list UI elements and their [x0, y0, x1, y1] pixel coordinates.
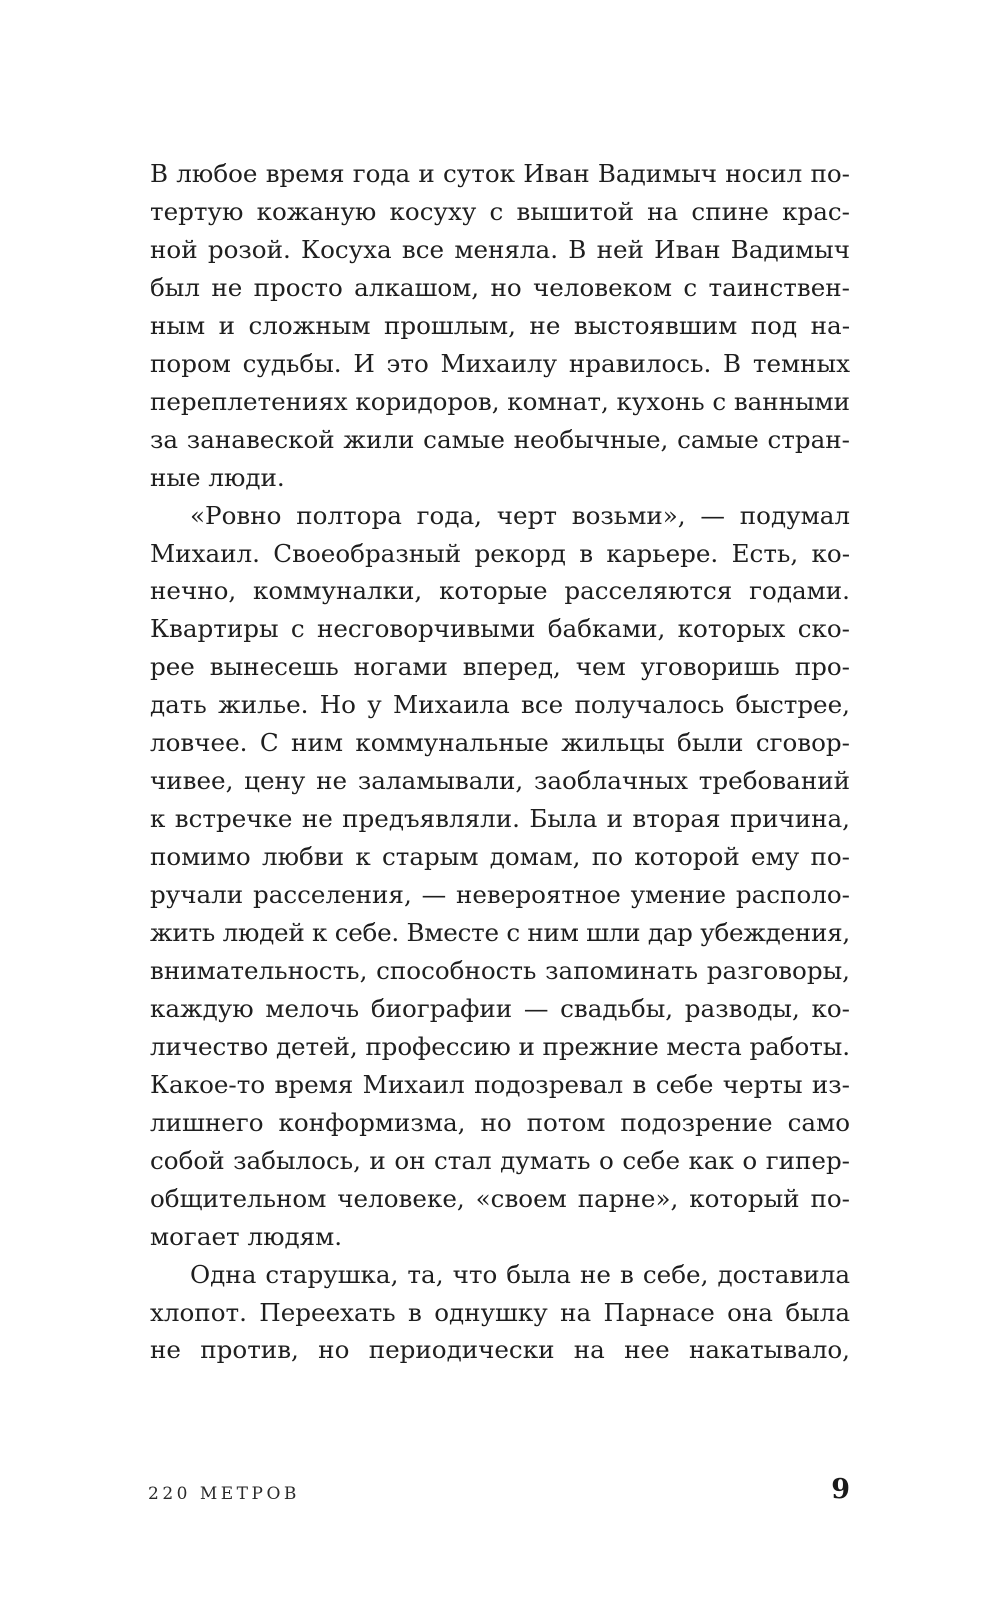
- running-footer-title: 220 МЕТРОВ: [148, 1484, 300, 1504]
- text-line: пором судьбы. И это Михаилу нравилось. В темных: [150, 348, 850, 378]
- text-line: к встречке не предъявляли. Была и вторая причина,: [150, 804, 850, 834]
- text-line: общительном человеке, «своем парне», который по-: [150, 1183, 850, 1213]
- text-line: ручали расселения, — невероятное умение располо-: [150, 880, 850, 910]
- text-line: В любое время года и суток Иван Вадимыч носил по-: [150, 159, 850, 188]
- text-line: ные люди.: [150, 462, 285, 492]
- text-line: был не просто алкашом, но человеком с таинствен-: [150, 272, 850, 302]
- text-line: ным и сложным прошлым, не выстоявшим под на-: [150, 310, 850, 340]
- text-line: Михаил. Своеобразный рекорд в карьере. Есть, ко-: [150, 538, 850, 568]
- text-line: чивее, цену не заламывали, заоблачных требований: [150, 766, 850, 796]
- text-line: помимо любви к старым домам, по которой ему по-: [150, 842, 850, 872]
- text-line: Одна старушка, та, что была не в себе, доставила: [190, 1259, 850, 1289]
- text-line: Какое-то время Михаил подозревал в себе черты из-: [150, 1069, 850, 1099]
- text-line: могает людям.: [150, 1221, 343, 1251]
- text-line: хлопот. Переехать в однушку на Парнасе она была: [150, 1297, 850, 1327]
- text-line: рее вынесешь ногами вперед, чем уговоришь про-: [150, 652, 850, 682]
- text-line: лишнего конформизма, но потом подозрение само: [150, 1107, 850, 1137]
- page-number: 9: [831, 1474, 850, 1505]
- text-line: личество детей, профессию и прежние места работы.: [150, 1031, 850, 1061]
- text-line: «Ровно полтора года, черт возьми», — подумал: [190, 500, 850, 530]
- text-line: каждую мелочь биографии — свадьбы, разводы, ко-: [150, 993, 850, 1023]
- text-line: тертую кожаную косуху с вышитой на спине крас-: [150, 196, 850, 226]
- text-line: жить людей к себе. Вместе с ним шли дар убеждения,: [150, 918, 850, 947]
- text-line: Квартиры с несговорчивыми бабками, которых ско-: [150, 614, 850, 644]
- text-line: не против, но периодически на нее накатывало,: [150, 1335, 850, 1365]
- text-line: собой забылось, и он стал думать о себе как о гипер-: [150, 1145, 850, 1175]
- text-line: за занавеской жили самые необычные, самые стран-: [150, 424, 850, 454]
- text-line: ловчее. С ним коммунальные жильцы были сговор-: [150, 728, 850, 758]
- text-line: переплетениях коридоров, комнат, кухонь с ванными: [150, 386, 850, 416]
- text-line: дать жилье. Но у Михаила все получалось быстрее,: [150, 690, 850, 720]
- text-line: внимательность, способность запоминать разговоры,: [150, 955, 850, 985]
- text-line: ной розой. Косуха все меняла. В ней Иван Вадимыч: [150, 234, 850, 264]
- text-line: нечно, коммуналки, которые расселяются годами.: [150, 576, 850, 606]
